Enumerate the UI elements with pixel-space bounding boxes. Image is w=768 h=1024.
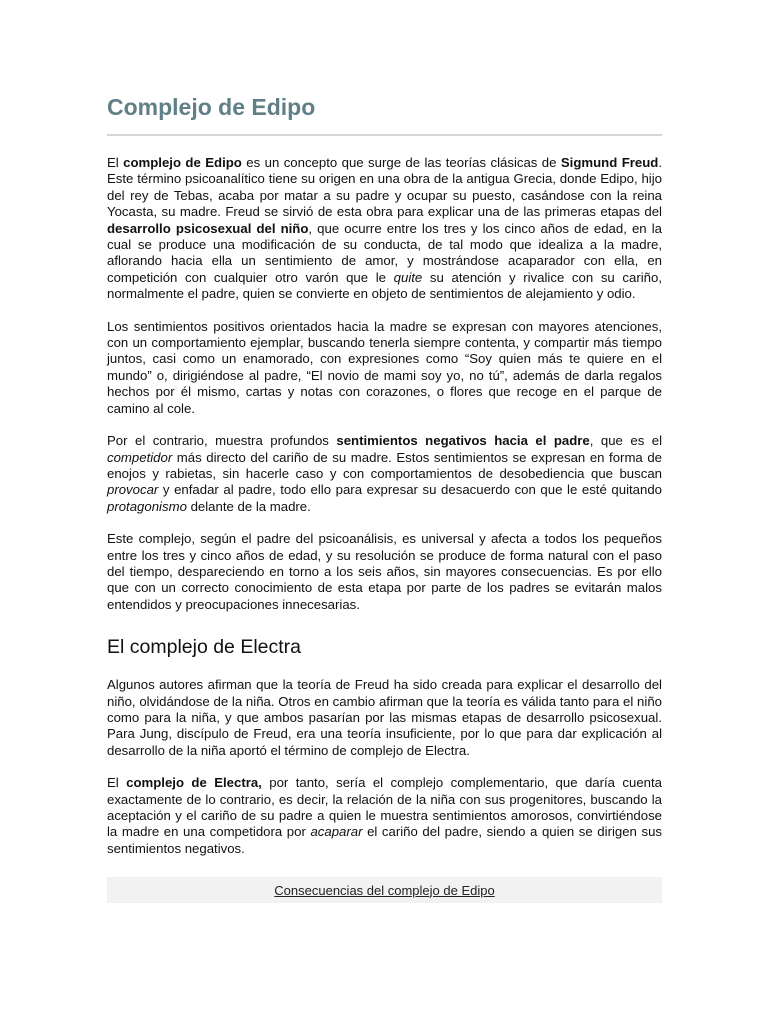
paragraph-sentimientos-negativos (107, 433, 662, 515)
related-article-link[interactable]: Consecuencias del complejo de Edipo (274, 882, 495, 898)
text-run: su atención y rivalice con su cariño, normalmente el padre, quien se convierte en objeto de sentimientos de alejamiento y odio. (107, 269, 662, 302)
emphasis-acaparar: acaparar (310, 824, 363, 840)
text-run: El (107, 155, 124, 170)
section-heading-electra: El complejo de Electra (107, 636, 302, 659)
emphasis-protagonismo: protagonismo (107, 498, 187, 514)
text-run: Por el contrario, muestra profundos (107, 433, 337, 449)
emphasis-provocar: provocar (107, 482, 159, 498)
term-complejo-edipo: complejo de Edipo (123, 155, 242, 170)
text-run: El (107, 775, 127, 791)
text-run: más directo del cariño de su madre. Estos sentimientos se expresan en forma de enojos y rabietas, sin hacerle caso y con comportamientos de desobediencia que buscan (107, 449, 662, 481)
emphasis-competidor: competidor (107, 449, 173, 465)
paragraph-jung: Algunos autores afirman que la teoría de Freud ha sido creada para explicar el desarrollo del niño, olvidándose de la niña. Otros en cambio afirman que la teoría es válida tanto para el niño como para la niña, y que ambos pasarían por las mismas etapas de desarrollo psicosexual. Para Jung, discípulo de Freud, era una teoría insuficiente, por lo que para dar explicación al desarrollo de la niña aportó el término de complejo de Electra. (107, 677, 662, 758)
paragraph-universal: Este complejo, según el padre del psicoanálisis, es universal y afecta a todos los pequeños entre los tres y cinco años de edad, y su resolución se produce de forma natural con el paso del tiempo, despareciendo en torno a los seis años, sin mayores consecuencias. Es por ello que con un correcto conocimiento de esta etapa por parte de los padres se evitarán malos entendidos y preocupaciones innecesarias. (107, 531, 662, 612)
text-run: por tanto, sería el complejo complementario, que daría cuenta exactamente de lo contrario, es decir, la relación de la niña con sus progenitores, buscando la aceptación y el cariño de su padre a quien le muestra sentimientos amorosos, convirtiéndose la madre en una competidora por (107, 775, 662, 840)
text-run: , que es el (589, 433, 663, 449)
text-run: . Este término psicoanalítico tiene su origen en una obra de la antigua Grecia, donde Edipo, hijo del rey de Tebas, acaba por matar a su padre y ocupar su puesto, casándose con la reina Yocasta, su madre. Freud se sirvió de esta obra para explicar una de las primeras etapas del (107, 155, 663, 220)
emphasis-quite: quite (393, 269, 423, 285)
article (107, 90, 662, 903)
text-run: y enfadar al padre, todo ello para expresar su desacuerdo con que le esté quitando (158, 482, 662, 498)
related-link-bar (107, 877, 662, 903)
term-sigmund-freud: Sigmund Freud (560, 155, 659, 170)
text-run: el cariño del padre, siendo a quien se dirigen sus sentimientos negativos. (107, 824, 662, 856)
paragraph-intro (107, 155, 662, 303)
page-title: Complejo de Edipo (107, 90, 662, 136)
text-run: delante de la madre. (186, 498, 311, 514)
text-run: , que ocurre entre los tres y los cinco años de edad, en la cual se produce una modificación de su conducta, de tal modo que idealiza a la madre, aflorando hacia ella un sentimiento de amor, y mostrándose acaparador con ella, en competición con cualquier otro varón que le (107, 220, 662, 285)
term-desarrollo-psicosexual: desarrollo psicosexual del niño (107, 220, 309, 236)
text-run: es un concepto que surge de las teorías clásicas de (241, 155, 561, 170)
term-complejo-electra: complejo de Electra, (126, 775, 262, 791)
paragraph-sentimientos-positivos: Los sentimientos positivos orientados hacia la madre se expresan con mayores atenciones, con un comportamiento ejemplar, buscando tenerla siempre contenta, y compartir más tiempo juntos, casi como un enamorado, con expresiones como “Soy quien más te quiere en el mundo” o, dirigiéndose al padre, “El novio de mami soy yo, no tú”, además de darla regalos hechos por él mismo, cartas y notas con corazones, o flores que recoge en el parque de camino al cole. (107, 318, 662, 416)
term-sentimientos-negativos: sentimientos negativos hacia el padre (336, 433, 590, 449)
paragraph-complejo-electra (107, 775, 662, 857)
